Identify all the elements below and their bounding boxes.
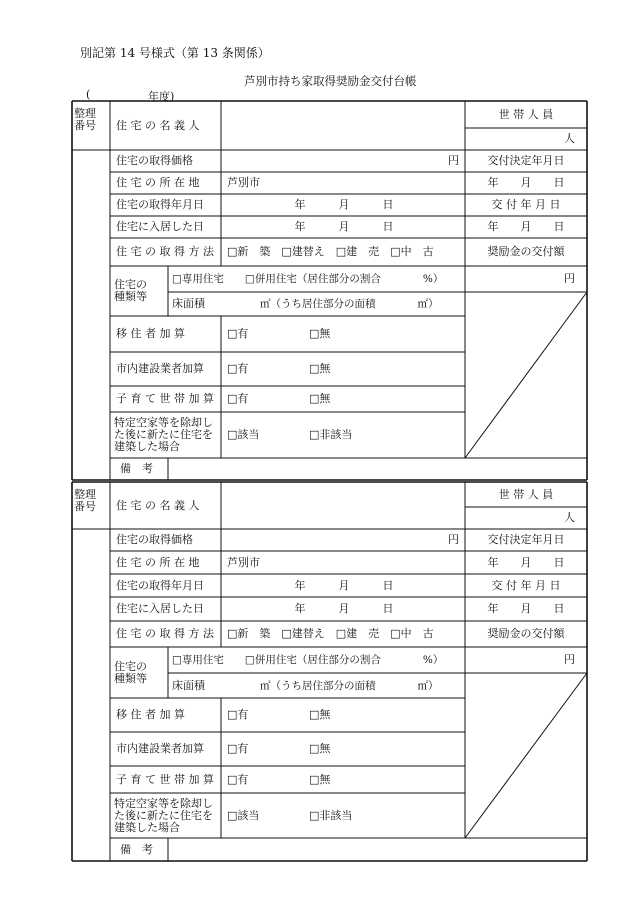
housing-type-label: 住宅の 種類等 [114,659,147,685]
addition-option-no: □無 [309,708,331,721]
remarks-label: 備 考 [120,842,153,856]
year-open: ( [86,88,91,101]
form-reference: 別記第 14 号様式（第 13 条関係） [80,46,270,60]
document-title: 芦別市持ち家取得奨励金交付台帳 [244,74,417,88]
grid-line [465,673,587,838]
acquisition-price-right: 交付決定年月日 [487,154,565,167]
addition-label: 移 住 者 加 算 [116,708,185,721]
floor-area-label: 床面積 [172,297,205,310]
addition-option-no: □無 [309,742,331,755]
housing-type-options: □専用住宅 □併用住宅（居住部分の割合 %） [172,273,444,285]
acquisition-date-value: 年 月 日 [294,198,394,211]
location-right: 年 月 日 [487,555,565,569]
acquisition-method-right: 奨励金の交付額 [487,245,565,258]
move-in-date-right: 年 月 日 [487,220,565,233]
owner-name-label: 住 宅 の 名 義 人 [116,498,200,512]
household-members-label: 世 帯 人 員 [498,487,554,501]
acquisition-date-right: 交 付 年 月 日 [491,198,561,211]
location-value: 芦別市 [227,176,260,189]
acquisition-price-unit: 円 [448,533,459,546]
acquisition-method-label: 住 宅 の 取 得 方 法 [116,245,214,258]
acquisition-method-value: □新 築 □建替え □建 売 □中 古 [227,627,434,640]
addition-option-no: □非該当 [309,808,353,822]
addition-label: 市内建設業者加算 [116,362,204,375]
grant-amount-unit: 円 [564,272,575,285]
acquisition-date-label: 住宅の取得年月日 [116,198,204,211]
household-members-label: 世 帯 人 員 [498,107,554,121]
grid-line [465,292,587,458]
acquisition-date-label: 住宅の取得年月日 [116,578,204,592]
addition-option-yes: □有 [227,772,249,786]
move-in-date-value: 年 月 日 [294,220,394,233]
floor-area-label: 床面積 [172,678,205,692]
addition-option-yes: □有 [227,327,249,340]
location-label: 住 宅 の 所 在 地 [116,555,200,569]
location-right: 年 月 日 [487,176,565,189]
move-in-date-value: 年 月 日 [294,602,394,615]
acquisition-date-right: 交 付 年 月 日 [491,578,561,592]
move-in-date-label: 住宅に入居した日 [116,602,204,615]
floor-area-value: ㎡（うち居住部分の面積 ㎡） [260,679,439,692]
addition-option-yes: □有 [227,392,249,405]
acquisition-method-value: □新 築 □建替え □建 売 □中 古 [227,245,434,258]
addition-option-yes: □有 [227,362,249,375]
year-label: 年度) [148,90,175,103]
serial-number-label: 整理 番号 [74,107,96,132]
addition-label: 移 住 者 加 算 [116,327,185,340]
acquisition-price-right: 交付決定年月日 [487,533,565,546]
addition-option-yes: □有 [227,708,249,721]
addition-option-no: □無 [309,392,331,405]
grant-amount-unit: 円 [564,653,575,666]
addition-label: 特定空家等を除却した後に新たに住宅を建築した場合 [114,796,213,834]
move-in-date-label: 住宅に入居した日 [116,220,204,233]
addition-label: 市内建設業者加算 [116,742,204,755]
remarks-label: 備 考 [120,462,153,475]
addition-option-yes: □該当 [227,428,260,441]
addition-option-yes: □該当 [227,808,260,822]
addition-option-no: □無 [309,327,331,340]
addition-label: 特定空家等を除却した後に新たに住宅を建築した場合 [114,416,213,453]
serial-number-label: 整理 番号 [74,488,96,513]
acquisition-price-unit: 円 [448,154,459,167]
move-in-date-right: 年 月 日 [487,602,565,615]
household-unit: 人 [564,132,575,145]
acquisition-method-label: 住 宅 の 取 得 方 法 [116,627,214,640]
household-unit: 人 [564,511,575,524]
floor-area-value: ㎡（うち居住部分の面積 ㎡） [260,298,439,310]
acquisition-method-right: 奨励金の交付額 [487,627,565,640]
addition-label: 子 育 て 世 帯 加 算 [116,392,214,405]
housing-type-label: 住宅の 種類等 [114,278,147,303]
acquisition-price-label: 住宅の取得価格 [116,154,193,167]
housing-type-options: □専用住宅 □併用住宅（居住部分の割合 %） [172,654,444,666]
acquisition-date-value: 年 月 日 [294,578,394,592]
addition-label: 子 育 て 世 帯 加 算 [116,772,214,786]
addition-option-no: □無 [309,772,331,786]
location-label: 住 宅 の 所 在 地 [116,176,200,189]
owner-name-label: 住 宅 の 名 義 人 [116,118,200,132]
addition-option-yes: □有 [227,742,249,755]
addition-option-no: □非該当 [309,428,353,441]
addition-option-no: □無 [309,362,331,375]
location-value: 芦別市 [227,555,260,569]
acquisition-price-label: 住宅の取得価格 [116,533,193,546]
